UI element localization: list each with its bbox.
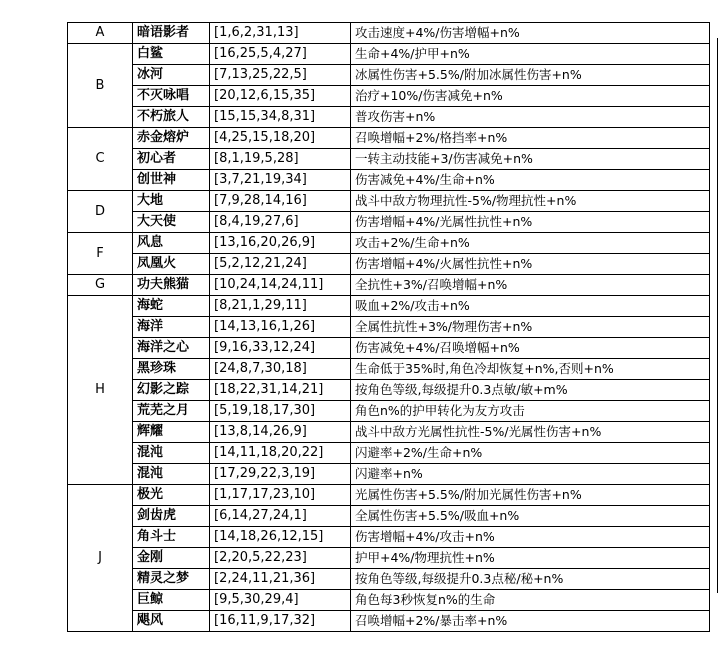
rune-code: [1,17,17,23,10] <box>210 485 351 506</box>
rune-name: 荒芜之月 <box>133 401 210 422</box>
table-row <box>68 401 710 422</box>
rune-table-body <box>68 23 710 632</box>
table-row <box>68 611 710 632</box>
group-letter: C <box>68 128 133 191</box>
rune-code: [24,8,7,30,18] <box>210 359 351 380</box>
rune-effect: 角色每3秒恢复n%的生命 <box>351 590 710 611</box>
table-row <box>68 590 710 611</box>
group-letter: B <box>68 44 133 128</box>
rune-effect: 护甲+4%/物理抗性+n% <box>351 548 710 569</box>
rune-effect: 吸血+2%/攻击+n% <box>351 296 710 317</box>
rune-code: [7,9,28,14,16] <box>210 191 351 212</box>
table-row <box>68 65 710 86</box>
rune-code: [8,1,19,5,28] <box>210 149 351 170</box>
table-row <box>68 422 710 443</box>
rune-effect: 全属性伤害+5.5%/吸血+n% <box>351 506 710 527</box>
rune-code: [6,14,27,24,1] <box>210 506 351 527</box>
rune-code: [13,16,20,26,9] <box>210 233 351 254</box>
rune-effect: 闪避率+2%/生命+n% <box>351 443 710 464</box>
rune-name: 大地 <box>133 191 210 212</box>
table-row <box>68 170 710 191</box>
rune-code: [14,18,26,12,15] <box>210 527 351 548</box>
table-row <box>68 233 710 254</box>
group-letter: F <box>68 233 133 275</box>
rune-name: 角斗士 <box>133 527 210 548</box>
rune-code: [8,4,19,27,6] <box>210 212 351 233</box>
rune-code: [10,24,14,24,11] <box>210 275 351 296</box>
right-edge-line <box>717 38 718 593</box>
rune-code: [14,11,18,20,22] <box>210 443 351 464</box>
rune-name: 剑齿虎 <box>133 506 210 527</box>
group-letter: G <box>68 275 133 296</box>
table-row <box>68 44 710 65</box>
rune-code: [14,13,16,1,26] <box>210 317 351 338</box>
rune-name: 创世神 <box>133 170 210 191</box>
rune-code: [1,6,2,31,13] <box>210 23 351 44</box>
rune-code: [4,25,15,18,20] <box>210 128 351 149</box>
table-row <box>68 149 710 170</box>
table-row <box>68 23 710 44</box>
rune-effect: 伤害减免+4%/召唤增幅+n% <box>351 338 710 359</box>
rune-name: 白鲨 <box>133 44 210 65</box>
group-letter: D <box>68 191 133 233</box>
rune-effect: 角色n%的护甲转化为友方攻击 <box>351 401 710 422</box>
rune-effect: 伤害增幅+4%/攻击+n% <box>351 527 710 548</box>
rune-code: [18,22,31,14,21] <box>210 380 351 401</box>
rune-code: [16,25,5,4,27] <box>210 44 351 65</box>
rune-effect: 全属性抗性+3%/物理伤害+n% <box>351 317 710 338</box>
rune-name: 海蛇 <box>133 296 210 317</box>
rune-name: 凤凰火 <box>133 254 210 275</box>
rune-effect: 冰属性伤害+5.5%/附加冰属性伤害+n% <box>351 65 710 86</box>
rune-effect: 闪避率+n% <box>351 464 710 485</box>
rune-effect: 治疗+10%/伤害减免+n% <box>351 86 710 107</box>
rune-name: 混沌 <box>133 443 210 464</box>
rune-effect: 一转主动技能+3/伤害减免+n% <box>351 149 710 170</box>
table-row <box>68 548 710 569</box>
table-row <box>68 359 710 380</box>
rune-code: [9,16,33,12,24] <box>210 338 351 359</box>
rune-effect: 召唤增幅+2%/格挡率+n% <box>351 128 710 149</box>
table-row <box>68 86 710 107</box>
table-row <box>68 443 710 464</box>
rune-effect: 战斗中敌方物理抗性-5%/物理抗性+n% <box>351 191 710 212</box>
table-row <box>68 128 710 149</box>
rune-effect: 按角色等级,每级提升0.3点秘/秘+n% <box>351 569 710 590</box>
rune-effect: 战斗中敌方光属性抗性-5%/光属性伤害+n% <box>351 422 710 443</box>
rune-code: [7,13,25,22,5] <box>210 65 351 86</box>
rune-effect: 生命低于35%时,角色冷却恢复+n%,否则+n% <box>351 359 710 380</box>
rune-name: 金刚 <box>133 548 210 569</box>
table-row <box>68 527 710 548</box>
rune-effect: 攻击速度+4%/伤害增幅+n% <box>351 23 710 44</box>
table-row <box>68 254 710 275</box>
rune-code: [16,11,9,17,32] <box>210 611 351 632</box>
table-row <box>68 464 710 485</box>
rune-name: 辉耀 <box>133 422 210 443</box>
rune-effect: 伤害减免+4%/生命+n% <box>351 170 710 191</box>
rune-name: 海洋 <box>133 317 210 338</box>
rune-name: 初心者 <box>133 149 210 170</box>
rune-effect: 伤害增幅+4%/光属性抗性+n% <box>351 212 710 233</box>
group-letter: H <box>68 296 133 485</box>
rune-code: [9,5,30,29,4] <box>210 590 351 611</box>
table-row <box>68 191 710 212</box>
group-letter: J <box>68 485 133 632</box>
table-row <box>68 317 710 338</box>
rune-effect: 召唤增幅+2%/暴击率+n% <box>351 611 710 632</box>
rune-effect: 普攻伤害+n% <box>351 107 710 128</box>
table-row <box>68 275 710 296</box>
rune-name: 功夫熊猫 <box>133 275 210 296</box>
rune-name: 不灭咏唱 <box>133 86 210 107</box>
rune-name: 冰河 <box>133 65 210 86</box>
rune-name: 巨鲸 <box>133 590 210 611</box>
rune-name: 暗语影者 <box>133 23 210 44</box>
rune-effect: 攻击+2%/生命+n% <box>351 233 710 254</box>
group-letter: A <box>68 23 133 44</box>
rune-table <box>67 22 710 632</box>
table-row <box>68 569 710 590</box>
table-row <box>68 212 710 233</box>
table-row <box>68 107 710 128</box>
rune-code: [3,7,21,19,34] <box>210 170 351 191</box>
rune-code: [5,19,18,17,30] <box>210 401 351 422</box>
rune-name: 幻影之踪 <box>133 380 210 401</box>
rune-name: 黑珍珠 <box>133 359 210 380</box>
rune-name: 飓风 <box>133 611 210 632</box>
rune-name: 混沌 <box>133 464 210 485</box>
table-row <box>68 338 710 359</box>
rune-code: [15,15,34,8,31] <box>210 107 351 128</box>
table-row <box>68 380 710 401</box>
table-row <box>68 296 710 317</box>
rune-code: [20,12,6,15,35] <box>210 86 351 107</box>
rune-name: 不朽旅人 <box>133 107 210 128</box>
table-row <box>68 485 710 506</box>
rune-code: [13,8,14,26,9] <box>210 422 351 443</box>
rune-code: [2,20,5,22,23] <box>210 548 351 569</box>
rune-name: 海洋之心 <box>133 338 210 359</box>
rune-code: [17,29,22,3,19] <box>210 464 351 485</box>
rune-effect: 按角色等级,每级提升0.3点敏/敏+m% <box>351 380 710 401</box>
rune-name: 精灵之梦 <box>133 569 210 590</box>
rune-effect: 全抗性+3%/召唤增幅+n% <box>351 275 710 296</box>
rune-code: [8,21,1,29,11] <box>210 296 351 317</box>
rune-effect: 光属性伤害+5.5%/附加光属性伤害+n% <box>351 485 710 506</box>
rune-name: 大天使 <box>133 212 210 233</box>
rune-code: [2,24,11,21,36] <box>210 569 351 590</box>
rune-name: 风息 <box>133 233 210 254</box>
rune-effect: 伤害增幅+4%/火属性抗性+n% <box>351 254 710 275</box>
rune-effect: 生命+4%/护甲+n% <box>351 44 710 65</box>
rune-name: 极光 <box>133 485 210 506</box>
table-row <box>68 506 710 527</box>
rune-name: 赤金熔炉 <box>133 128 210 149</box>
rune-code: [5,2,12,21,24] <box>210 254 351 275</box>
